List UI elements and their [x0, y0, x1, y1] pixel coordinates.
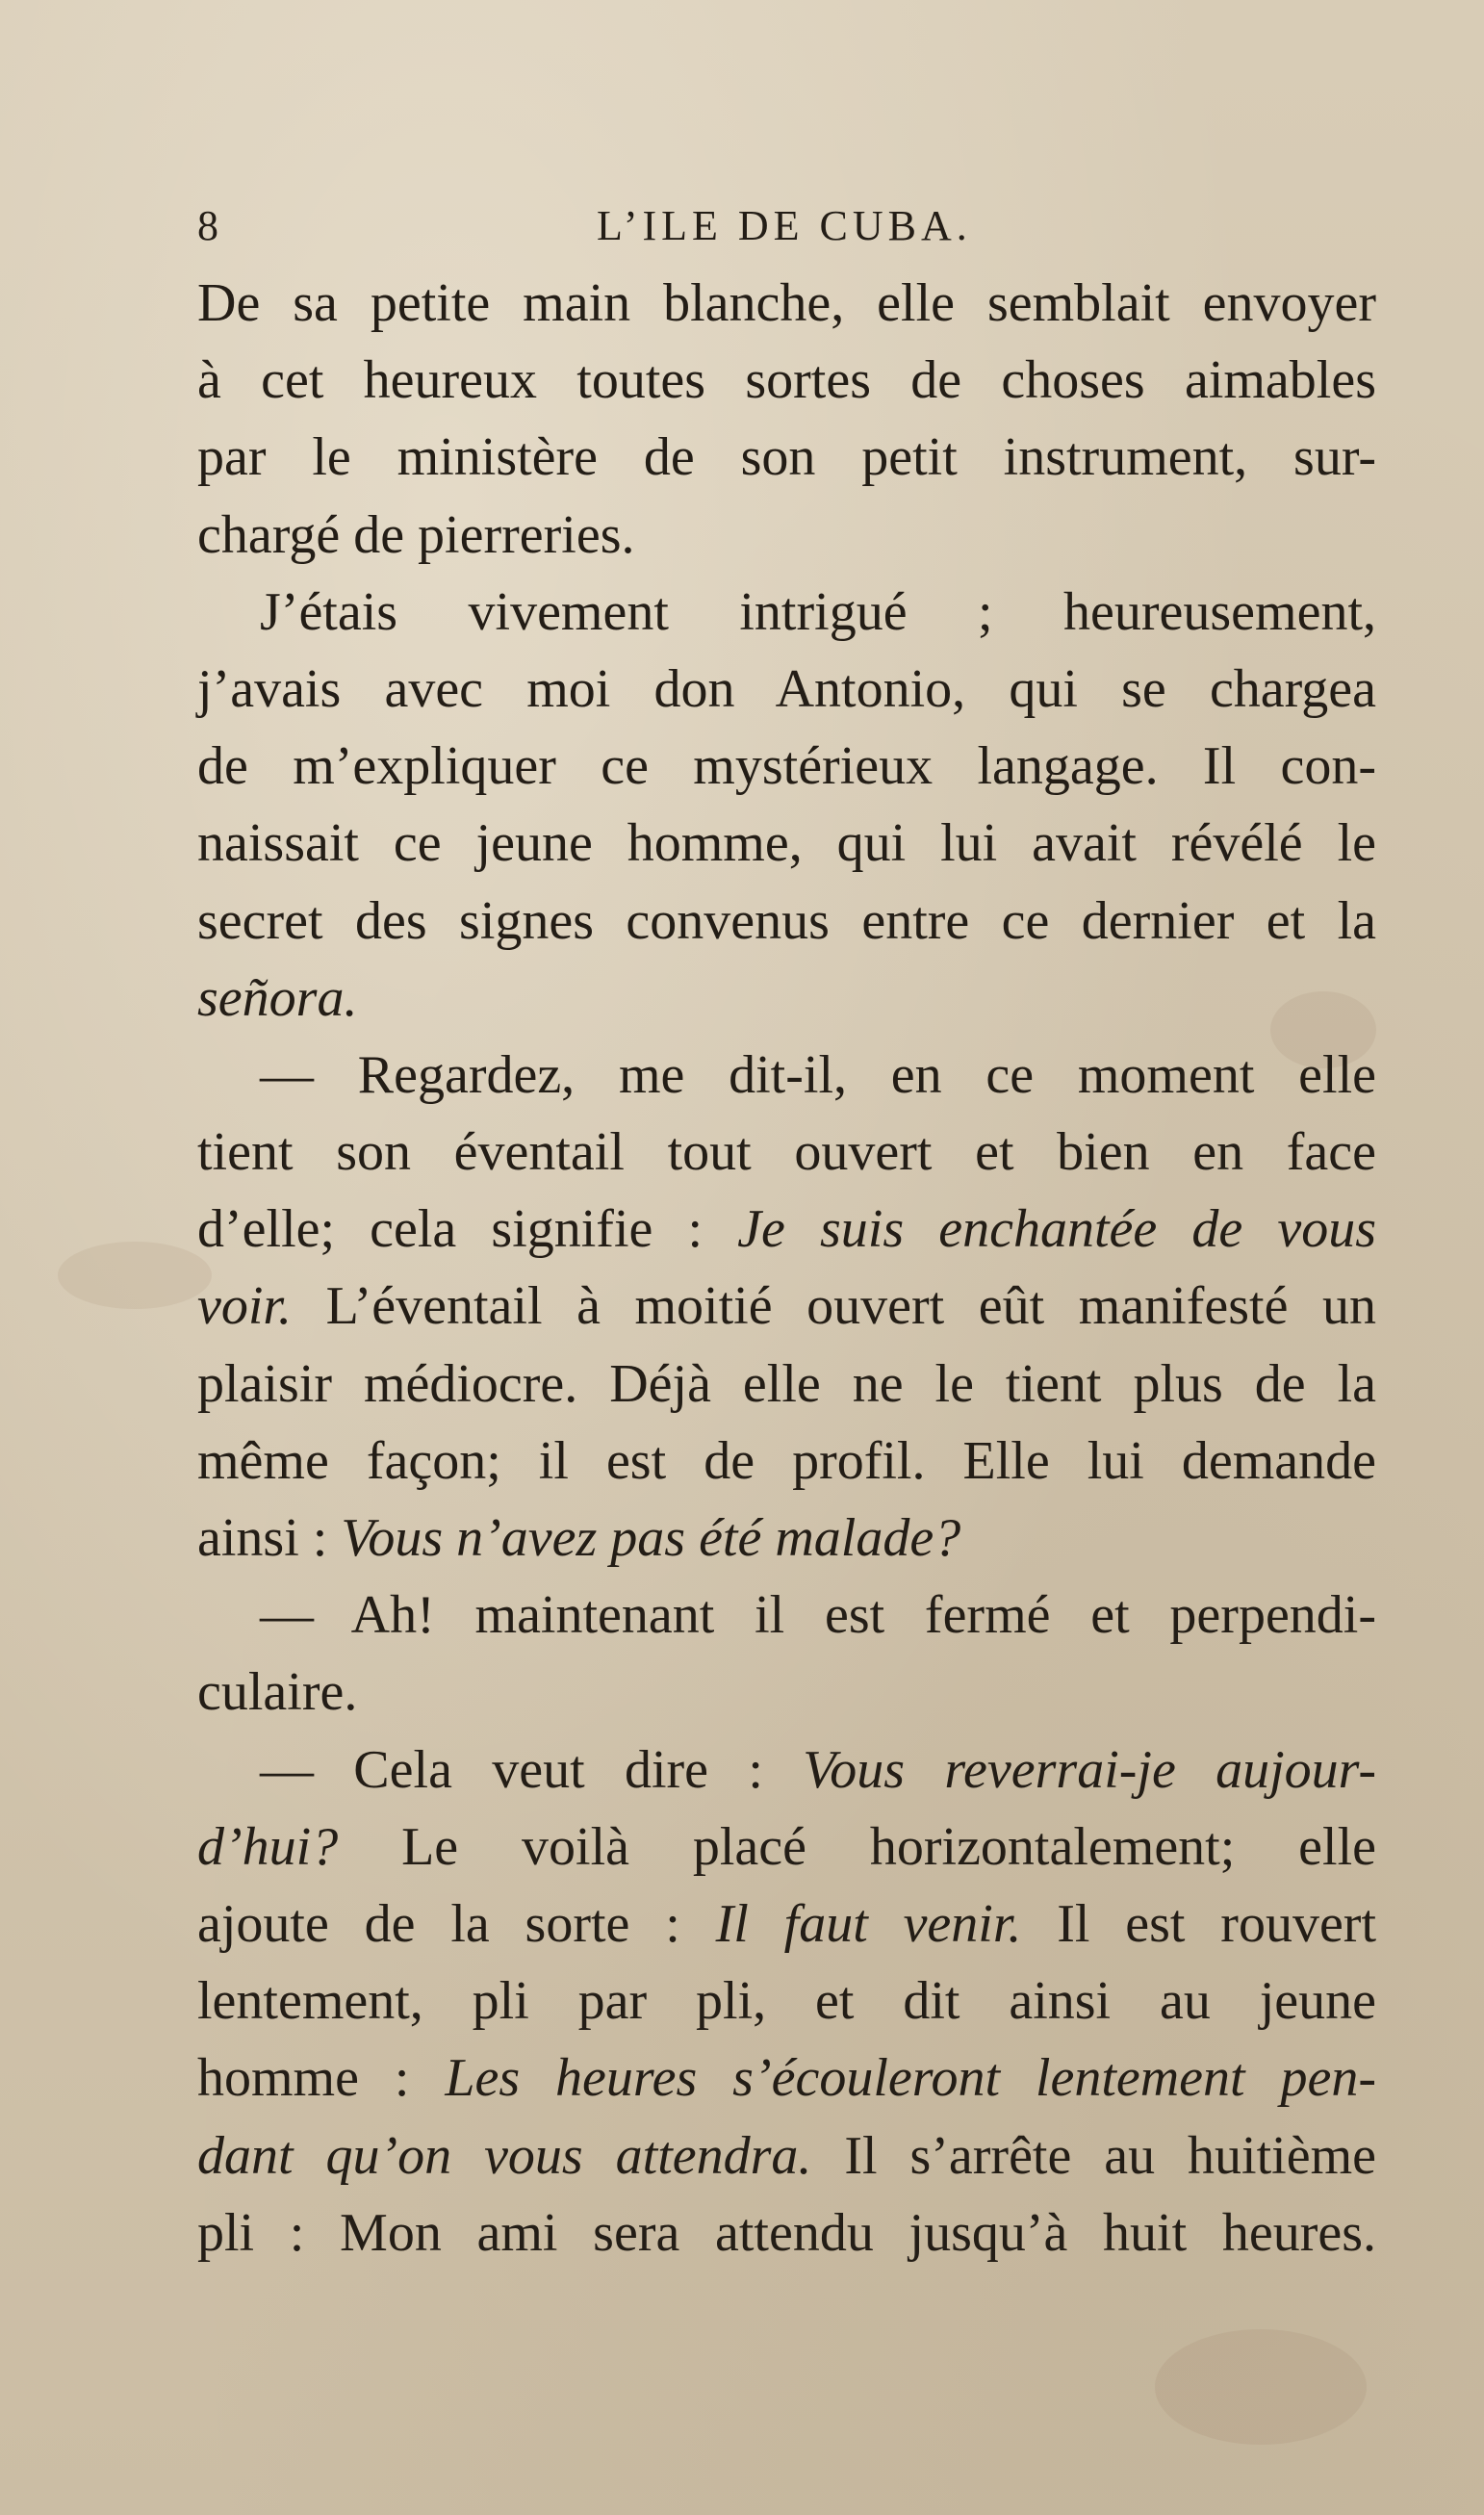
- page-header: [197, 197, 1376, 255]
- text-line: [197, 1963, 1376, 2040]
- text-line: [197, 1577, 1376, 1654]
- text-span-italic: señora.: [197, 967, 358, 1028]
- text-span: Le voilà placé horizontalement; elle: [338, 1816, 1376, 1877]
- body-text: [197, 265, 1376, 2271]
- text-span: j’avais avec moi don Antonio, qui se chargea: [197, 658, 1376, 719]
- text-span: Il est rouvert: [1021, 1893, 1377, 1954]
- text-span: par le ministère de son petit instrument, sur-: [197, 427, 1376, 488]
- text-line: [197, 1191, 1376, 1268]
- text-span: — Cela veut dire :: [260, 1739, 804, 1800]
- text-line: [197, 2117, 1376, 2194]
- text-line: [197, 651, 1376, 728]
- text-line: [197, 1423, 1376, 1500]
- text-span: culaire.: [197, 1662, 358, 1723]
- paper-stain: [58, 1242, 212, 1309]
- text-line: [197, 1268, 1376, 1345]
- text-span: L’éventail à moitié ouvert eût manifesté un: [292, 1276, 1376, 1337]
- text-span: lentement, pli par pli, et dit ainsi au jeune: [197, 1971, 1376, 2032]
- text-line: [197, 1732, 1376, 1809]
- text-line: [197, 1346, 1376, 1423]
- text-line: [197, 574, 1376, 651]
- text-span: J’étais vivement intrigué ; heureusement,: [260, 581, 1376, 642]
- text-span: même façon; il est de profil. Elle lui demande: [197, 1430, 1376, 1491]
- text-span-italic: voir.: [197, 1276, 292, 1337]
- text-span-italic: Je suis enchantée de vous: [737, 1199, 1376, 1260]
- text-span: d’elle; cela signifie :: [197, 1199, 738, 1260]
- text-span: plaisir médiocre. Déjà elle ne le tient plus de la: [197, 1353, 1376, 1414]
- text-line: [197, 805, 1376, 882]
- running-head: L’ILE DE CUBA.: [597, 202, 972, 249]
- text-line: [197, 497, 1376, 574]
- text-span-italic: Les heures s’écouleront lentement pen-: [445, 2048, 1376, 2109]
- text-span: De sa petite main blanche, elle semblait envoyer: [197, 273, 1376, 333]
- text-span: à cet heureux toutes sortes de choses aimables: [197, 350, 1376, 411]
- text-line: [197, 342, 1376, 419]
- text-span: ainsi :: [197, 1508, 342, 1568]
- text-span: pli : Mon ami sera attendu jusqu’à huit heures.: [197, 2202, 1376, 2263]
- text-line: [197, 728, 1376, 805]
- text-line: [197, 1809, 1376, 1886]
- text-line: [197, 265, 1376, 342]
- text-span: secret des signes convenus entre ce dernier et la: [197, 890, 1376, 951]
- text-span: naissait ce jeune homme, qui lui avait révélé le: [197, 813, 1376, 874]
- text-span: Il s’arrête au huitième: [811, 2125, 1377, 2186]
- paper-stain: [1155, 2329, 1367, 2445]
- text-line: [197, 1114, 1376, 1191]
- text-span: tient son éventail tout ouvert et bien en face: [197, 1122, 1376, 1183]
- text-line: [197, 419, 1376, 496]
- page-number: 8: [197, 202, 218, 249]
- text-line: [197, 1886, 1376, 1963]
- text-line: [197, 883, 1376, 960]
- text-line: [197, 1654, 1376, 1731]
- text-line: [197, 2194, 1376, 2271]
- text-span-italic: d’hui?: [197, 1816, 339, 1877]
- text-span-italic: Il faut venir.: [715, 1893, 1022, 1954]
- text-span: chargé de pierreries.: [197, 504, 635, 565]
- text-line: [197, 2040, 1376, 2117]
- text-span: — Regardez, me dit-il, en ce moment elle: [260, 1044, 1376, 1105]
- text-span-italic: Vous reverrai-je aujour-: [803, 1739, 1376, 1800]
- text-span-italic: Vous n’avez pas été malade?: [341, 1508, 961, 1568]
- text-span: — Ah! maintenant il est fermé et perpendi-: [260, 1585, 1376, 1646]
- text-span-italic: dant qu’on vous attendra.: [197, 2125, 812, 2186]
- text-line: [197, 1037, 1376, 1114]
- text-span: de m’expliquer ce mystérieux langage. Il con-: [197, 736, 1376, 797]
- text-line: [197, 1500, 1376, 1577]
- text-span: ajoute de la sorte :: [197, 1893, 716, 1954]
- text-line: [197, 960, 1376, 1037]
- text-span: homme :: [197, 2048, 446, 2109]
